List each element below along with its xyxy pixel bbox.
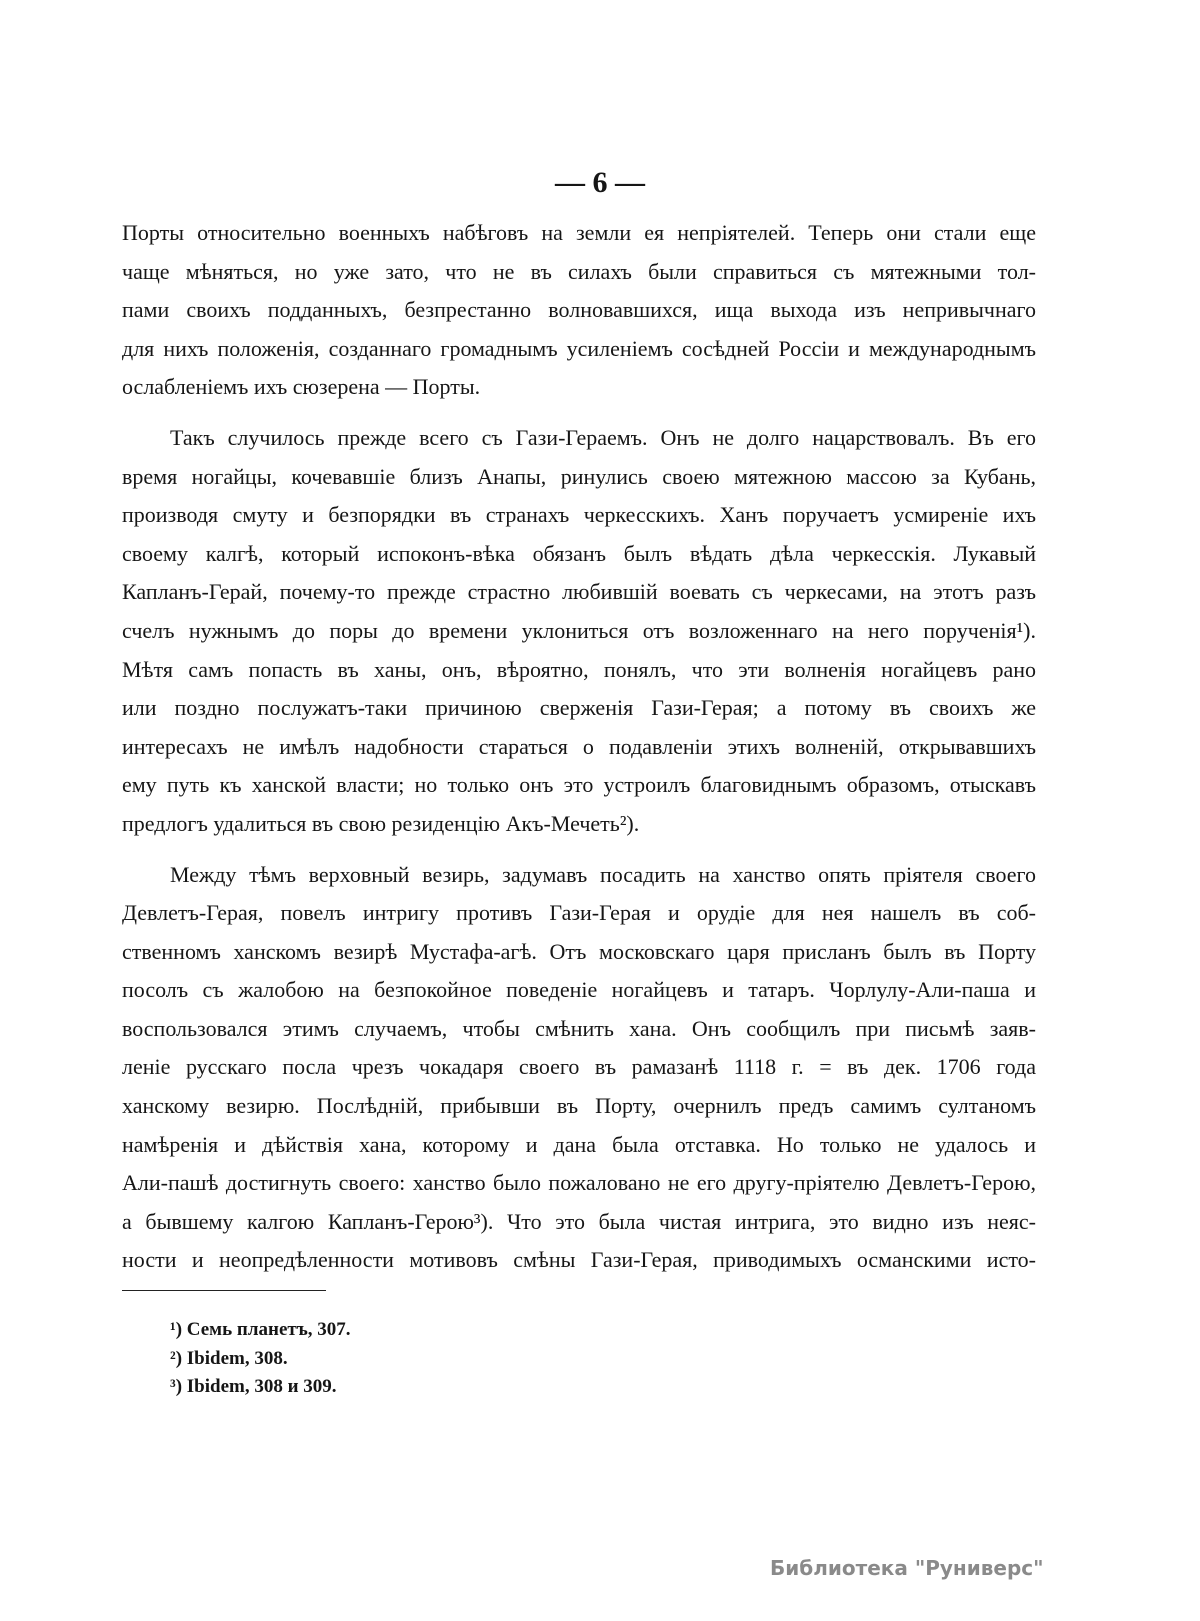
text-line: своему калгѣ, который испоконъ-вѣка обязанъ былъ вѣдать дѣла черкесскія. Лукавый [122,540,1036,566]
text-line: Девлетъ-Герая, повелъ интригу противъ Гази-Герая и орудіе для нея нашелъ въ соб- [122,900,1036,926]
text-line: производя смуту и безпорядки въ странахъ черкесскихъ. Ханъ поручаетъ усмиреніе ихъ [122,502,1036,528]
text-line: Али-пашѣ достигнуть своего: ханство было пожаловано не его другу-пріятелю Девлетъ-Герою, [122,1170,1036,1196]
text-line: посолъ съ жалобою на безпокойное поведеніе ногайцевъ и татаръ. Чорлулу-Али-паша и [122,977,1036,1003]
footnotes [170,1316,351,1402]
page-number: — 6 — [555,166,645,199]
text-line: чаще мѣняться, но уже зато, что не въ силахъ были справиться съ мятежными тол- [122,258,1036,284]
text-line: для нихъ положенія, созданнаго громаднымъ усиленіемъ сосѣдней Россіи и международнымъ [122,335,1036,361]
text-line: пами своихъ подданныхъ, безпрестанно волновавшихся, ища выхода изъ непривычнаго [122,297,1036,323]
footnote-1: ¹) Семь планетъ, 307. [170,1319,351,1340]
text-line: ханскому везирю. Послѣдній, прибывши въ Порту, очернилъ предъ самимъ султаномъ [122,1093,1036,1119]
text-line: ослабленіемъ ихъ сюзерена — Порты. [122,374,481,400]
text-line: Порты относительно военныхъ набѣговъ на земли ея непріятелей. Теперь они стали еще [122,220,1036,245]
footnote-3: ³) Ibidem, 308 и 309. [170,1376,337,1397]
text-line: Капланъ-Герай, почему-то прежде страстно любившій воевать съ черкесами, на этотъ разъ [122,579,1036,605]
text-line: время ногайцы, кочевавшіе близъ Анапы, ринулись своею мятежною массою за Кубань, [122,463,1036,489]
text-line: намѣренія и дѣйствія хана, которому и дана была отставка. Но только не удалось и [122,1131,1036,1157]
text-line: предлогъ удалиться въ свою резиденцію Акъ-Мечеть²). [122,810,640,836]
text-line: ему путь къ ханской власти; но только онъ это устроилъ благовиднымъ образомъ, отыскавъ [122,772,1036,798]
text-line: ственномъ ханскомъ везирѣ Мустафа-агѣ. Отъ московскаго царя присланъ былъ въ Порту [122,938,1036,964]
paragraph-1 [122,214,1036,407]
text-line: Такъ случилось прежде всего съ Гази-Гераемъ. Онъ не долго нацарствовалъ. Въ его [170,424,1036,450]
body-text [122,214,1036,1280]
footnote-2: ²) Ibidem, 308. [170,1347,288,1369]
library-watermark: Библиотека "Руниверс" [770,1556,1044,1580]
text-line: леніе русскаго посла чрезъ чокадаря своего въ рамазанѣ 1118 г. = въ дек. 1706 года [122,1054,1036,1080]
text-line: или поздно послужатъ-таки причиною сверженія Гази-Герая; а потому въ своихъ же [122,695,1036,721]
text-line: Между тѣмъ верховный везирь, задумавъ посадить на ханство опять пріятеля своего [170,861,1036,887]
text-line: ности и неопредѣленности мотивовъ смѣны Гази-Герая, приводимыхъ османскими исто- [122,1247,1036,1273]
paragraph-3 [122,856,1036,1281]
text-line: а бывшему калгою Капланъ-Герою³). Что это была чистая интрига, это видно изъ неяс- [122,1208,1036,1234]
paragraph-2 [122,419,1036,844]
text-line: воспользовался этимъ случаемъ, чтобы смѣнить хана. Онъ сообщилъ при письмѣ заяв- [122,1015,1036,1041]
text-line: счелъ нужнымъ до поры до времени уклониться отъ возложеннаго на него порученія¹). [122,617,1036,643]
text-line: интересахъ не имѣлъ надобности стараться о подавленіи этихъ волненій, открывавшихъ [122,733,1036,759]
text-line: Мѣтя самъ попасть въ ханы, онъ, вѣроятно, понялъ, что эти волненія ногайцевъ рано [122,656,1036,682]
footnote-divider [122,1290,326,1291]
